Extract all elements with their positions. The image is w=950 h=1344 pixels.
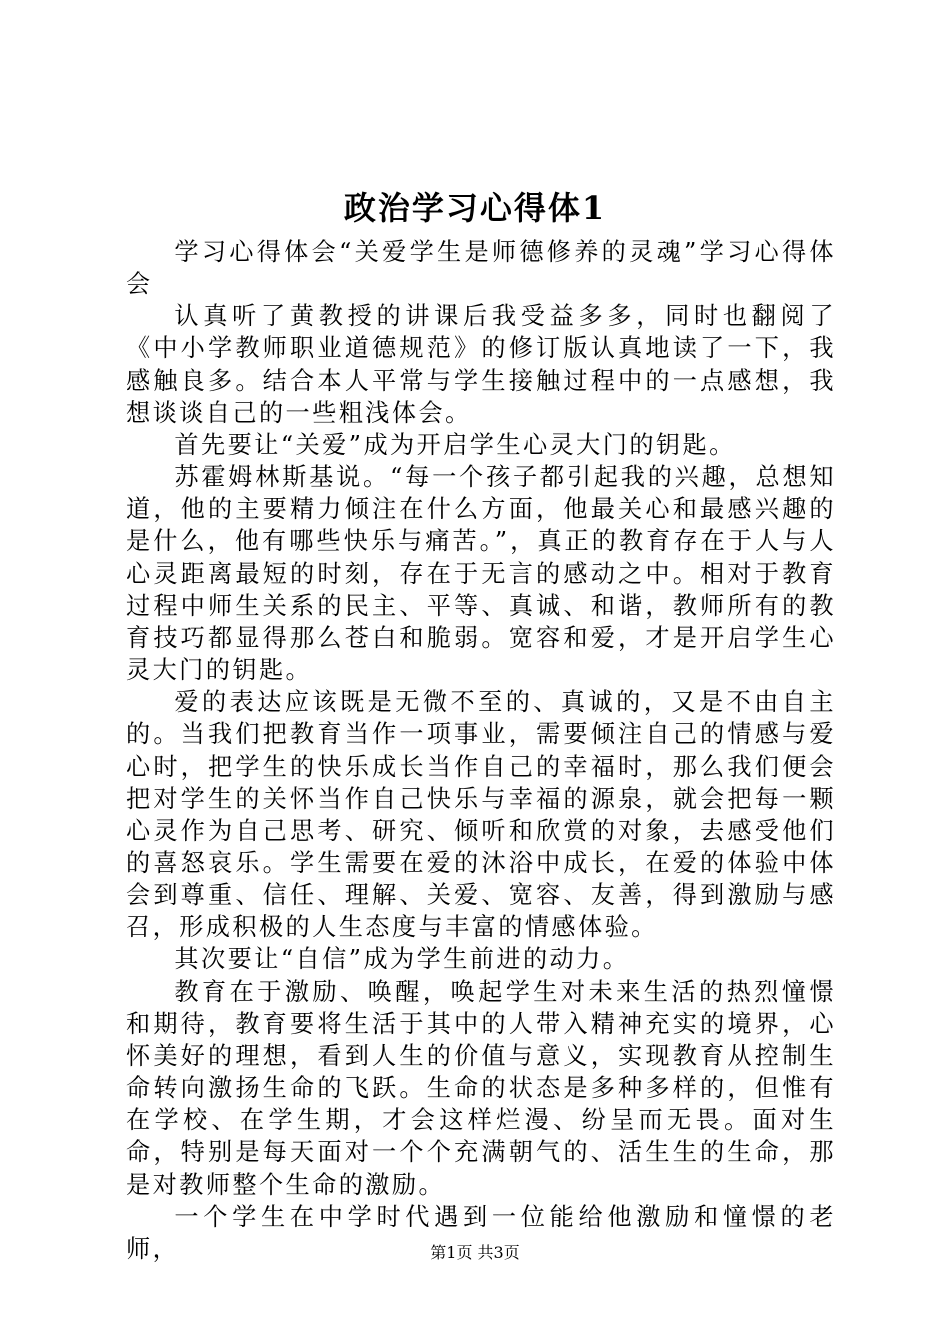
- paragraph: 教育在于激励、唤醒，唤起学生对未来生活的热烈憧憬和期待，教育要将生活于其中的人带入精神充实的境界，心怀美好的理想，看到人生的价值与意义，实现教育从控制生命转向激扬生命的飞跃。生命的状态是多种多样的，但惟有在学校、在学生期，才会这样烂漫、纷呈而无畏。面对生命，特别是每天面对一个个充满朝气的、活生生的生命，那是对教师整个生命的激励。: [126, 977, 836, 1199]
- paragraph: 学习心得体会“关爱学生是师德修养的灵魂”学习心得体会: [126, 238, 836, 299]
- paragraph: 爱的表达应该既是无微不至的、真诚的，又是不由自主的。当我们把教育当作一项事业，需要倾注自己的情感与爱心时，把学生的快乐成长当作自己的幸福时，那么我们便会把对学生的关怀当作自己快乐与幸福的源泉，就会把每一颗心灵作为自己思考、研究、倾听和欣赏的对象，去感受他们的喜怒哀乐。学生需要在爱的沐浴中成长，在爱的体验中体会到尊重、信任、理解、关爱、宽容、友善，得到激励与感召，形成积极的人生态度与丰富的情感体验。: [126, 688, 836, 942]
- document-title: 政治学习心得体1: [343, 189, 607, 227]
- page-footer: 第1页 共3页: [430, 1243, 520, 1262]
- paragraph: 苏霍姆林斯基说。“每一个孩子都引起我的兴趣，总想知道，他的主要精力倾注在什么方面，他最关心和最感兴趣的是什么，他有哪些快乐与痛苦。”，真正的教育存在于人与人心灵距离最短的时刻，存在于无言的感动之中。相对于教育过程中师生关系的民主、平等、真诚、和谐，教师所有的教育技巧都显得那么苍白和脆弱。宽容和爱，才是开启学生心灵大门的钥匙。: [126, 463, 836, 685]
- paragraph: 其次要让“自信”成为学生前进的动力。: [174, 945, 630, 974]
- document-body: [126, 236, 836, 1265]
- paragraph: 一个学生在中学时代遇到一位能给他激励和憧憬的老师，: [126, 1202, 836, 1263]
- paragraph: 首先要让“关爱”成为开启学生心灵大门的钥匙。: [174, 430, 736, 459]
- paragraph: 认真听了黄教授的讲课后我受益多多，同时也翻阅了《中小学教师职业道德规范》的修订版认真地读了一下，我感触良多。结合本人平常与学生接触过程中的一点感想，我想谈谈自己的一些粗浅体会。: [126, 302, 836, 427]
